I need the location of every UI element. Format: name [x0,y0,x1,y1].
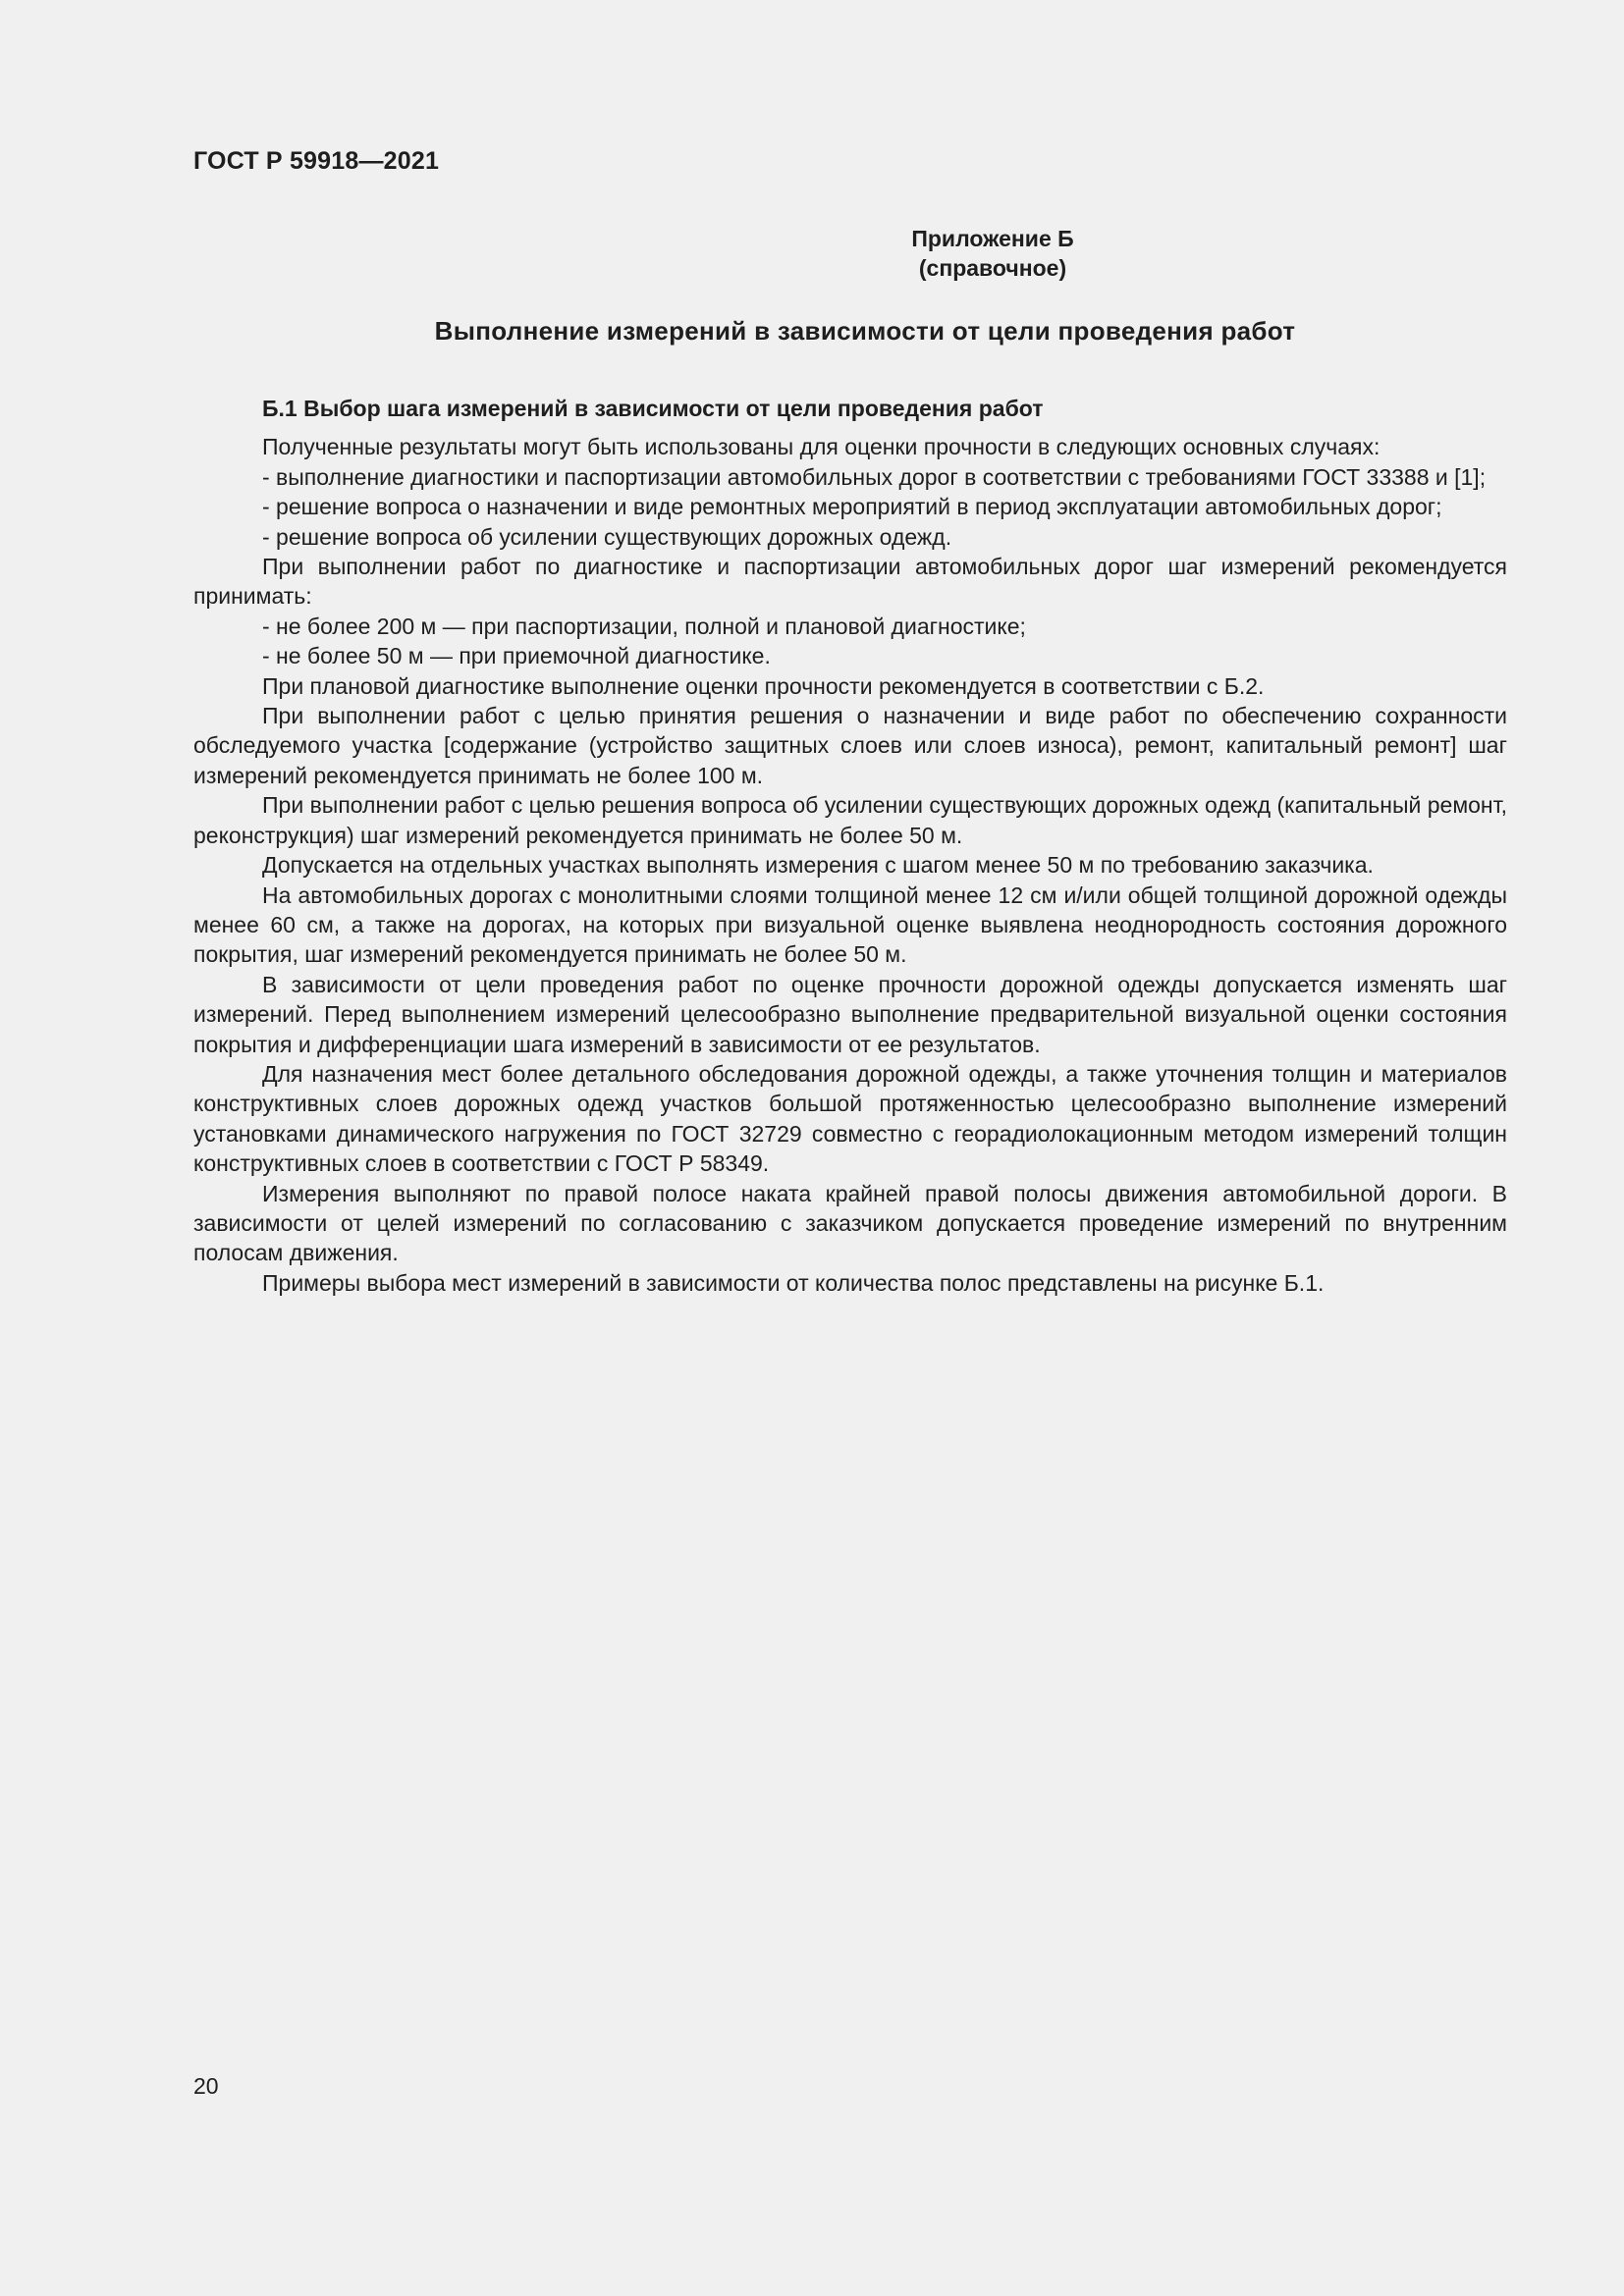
paragraph: Допускается на отдельных участках выполнять измерения с шагом менее 50 м по требованию заказчика. [262,852,1374,879]
list-item: - решение вопроса о назначении и виде ремонтных мероприятий в период эксплуатации автомобильных дорог; [262,494,1442,520]
paragraph: При выполнении работ с целью принятия решения о назначении и виде работ по обеспечению сохранности обследуемого участка [содержание (устройство защитных слоев или слоев износа), ремонт, капитальный ремонт] шаг измерений рекомендуется принимать не более 100 м. [193,703,1507,788]
appendix-label: Приложение Б [911,226,1074,251]
paragraph: При выполнении работ с целью решения вопроса об усилении существующих дорожных одежд (капитальный ремонт, реконструкция) шаг измерений рекомендуется принимать не более 50 м. [193,792,1507,848]
appendix-status: (справочное) [918,255,1067,281]
section-body [193,394,1507,1298]
appendix-heading [193,224,1507,283]
section-heading: Б.1 Выбор шага измерений в зависимости от цели проведения работ [262,396,1044,421]
paragraph: При выполнении работ по диагностике и паспортизации автомобильных дорог шаг измерений рекомендуется принимать: [193,554,1507,610]
appendix-title: Выполнение измерений в зависимости от цели проведения работ [434,316,1296,346]
paragraph: Для назначения мест более детального обследования дорожной одежды, а также уточнения толщин и материалов конструктивных слоев дорожных одежд участков большой протяженностью целесообразно выполнение измерений установками динамического нагружения по ГОСТ 32729 совместно с георадиолокационным методом измерений толщин конструктивных слоев в соответствии с ГОСТ Р 58349. [193,1060,1507,1177]
paragraph: Измерения выполняют по правой полосе наката крайней правой полосы движения автомобильной дороги. В зависимости от целей измерений по согласованию с заказчиком допускается проведение измерений по внутренним полосам движения. [193,1180,1507,1266]
list-item: - решение вопроса об усилении существующих дорожных одежд. [262,523,952,550]
paragraph: Полученные результаты могут быть использованы для оценки прочности в следующих основных случаях: [262,434,1380,460]
paragraph: В зависимости от цели проведения работ по оценке прочности дорожной одежды допускается изменять шаг измерений. Перед выполнением измерений целесообразно выполнение предварительной визуальной оценки состояния покрытия и дифференциации шага измерений в зависимости от ее результатов. [193,971,1507,1057]
list-item: - не более 50 м — при приемочной диагностике. [262,643,771,669]
paragraph: Примеры выбора мест измерений в зависимости от количества полос представлены на рисунке Б.1. [262,1269,1325,1296]
list-item: - не более 200 м — при паспортизации, полной и плановой диагностике; [262,613,1026,639]
list-item: - выполнение диагностики и паспортизации автомобильных дорог в соответствии с требованиями ГОСТ 33388 и [1]; [262,463,1487,490]
paragraph: На автомобильных дорогах с монолитными слоями толщиной менее 12 см и/или общей толщиной дорожной одежды менее 60 см, а также на дорогах, на которых при визуальной оценке выявлена неоднородность состояния дорожного покрытия, шаг измерений рекомендуется принимать не более 50 м. [193,881,1507,968]
page-number: 20 [193,2073,219,2099]
standard-code: ГОСТ Р 59918—2021 [193,147,440,175]
paragraph: При плановой диагностике выполнение оценки прочности рекомендуется в соответствии с Б.2. [262,672,1265,699]
